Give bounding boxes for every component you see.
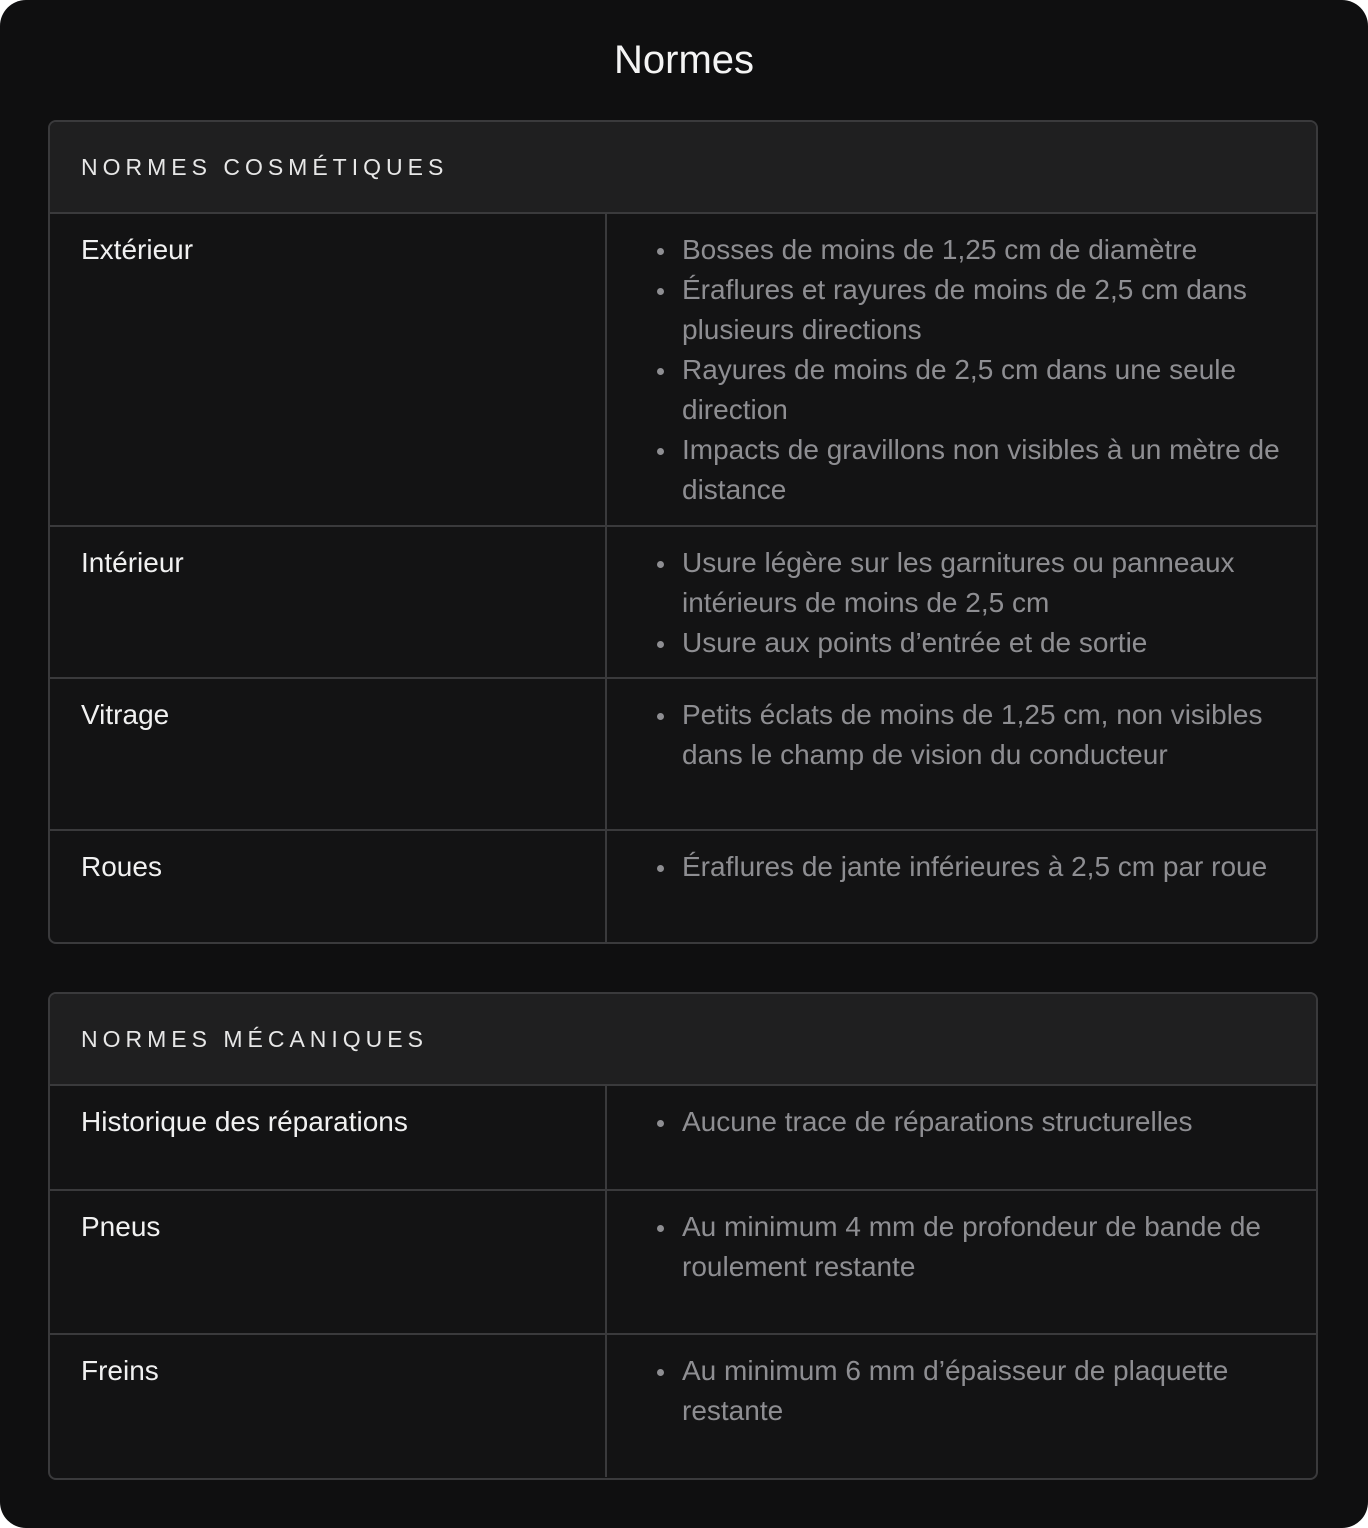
table-row — [50, 1189, 1316, 1333]
list-item: Impacts de gravillons non visibles à un mètre de distance — [655, 430, 1296, 510]
row-items — [607, 679, 1316, 829]
list-item: Rayures de moins de 2,5 cm dans une seule direction — [655, 350, 1296, 430]
row-label: Intérieur — [50, 527, 607, 677]
row-label: Pneus — [50, 1191, 607, 1333]
list-item: Usure légère sur les garnitures ou panneaux intérieurs de moins de 2,5 cm — [655, 543, 1296, 623]
row-label: Vitrage — [50, 679, 607, 829]
page-title: Normes — [613, 38, 755, 82]
list-item: Aucune trace de réparations structurelles — [655, 1102, 1296, 1142]
table-row — [50, 677, 1316, 829]
section-heading: NORMES COSMÉTIQUES — [50, 122, 1316, 214]
mechanical-standards-card — [48, 992, 1318, 1480]
row-label: Extérieur — [50, 214, 607, 525]
row-items — [607, 527, 1316, 677]
list-item: Petits éclats de moins de 1,25 cm, non visibles dans le champ de vision du conducteur — [655, 695, 1296, 775]
row-items — [607, 1191, 1316, 1333]
row-items — [607, 214, 1316, 525]
table-row — [50, 525, 1316, 677]
list-item: Bosses de moins de 1,25 cm de diamètre — [655, 230, 1296, 270]
row-label: Freins — [50, 1335, 607, 1477]
list-item: Éraflures et rayures de moins de 2,5 cm dans plusieurs directions — [655, 270, 1296, 350]
table-row — [50, 214, 1316, 525]
cosmetic-standards-card — [48, 120, 1318, 944]
row-label: Roues — [50, 831, 607, 942]
table-row — [50, 1333, 1316, 1477]
list-item: Usure aux points d’entrée et de sortie — [655, 623, 1296, 663]
list-item: Au minimum 4 mm de profondeur de bande de roulement restante — [655, 1207, 1296, 1287]
table-row — [50, 829, 1316, 942]
section-heading: NORMES MÉCANIQUES — [50, 994, 1316, 1086]
row-label: Historique des réparations — [50, 1086, 607, 1189]
row-items — [607, 1335, 1316, 1477]
list-item: Au minimum 6 mm d’épaisseur de plaquette restante — [655, 1351, 1296, 1431]
list-item: Éraflures de jante inférieures à 2,5 cm par roue — [655, 847, 1296, 887]
row-items — [607, 831, 1316, 942]
table-row — [50, 1086, 1316, 1189]
row-items — [607, 1086, 1316, 1189]
